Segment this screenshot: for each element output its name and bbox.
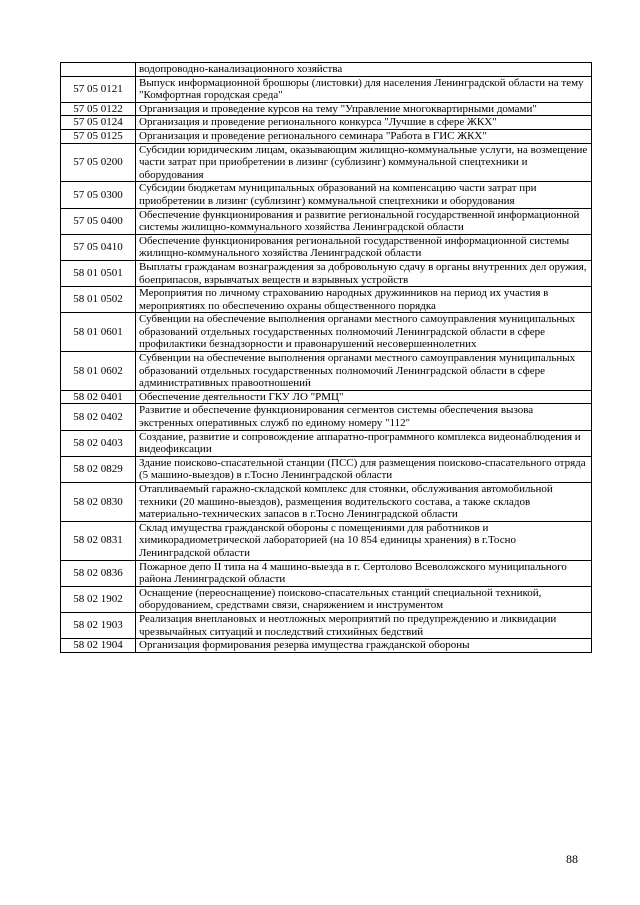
row-code: 58 02 0829 [61,456,136,482]
row-code: 58 02 1904 [61,639,136,653]
row-description: Отапливаемый гаражно-складской комплекс для стоянки, обслуживания автомобильной техники (20 машино-выездов), размещения водительского состава, а также складов материально-технических запасов в г.Тосно Ленинградской области [136,483,592,522]
row-code: 58 02 0402 [61,404,136,430]
row-description: Субвенции на обеспечение выполнения органами местного самоуправления муниципальных образований отдельных государственных полномочий Ленинградской области в сфере административных правоотношений [136,352,592,391]
row-code: 58 02 0836 [61,560,136,586]
row-code: 58 02 0401 [61,390,136,404]
row-description: Организация и проведение регионального конкурса "Лучшие в сфере ЖКХ" [136,116,592,130]
row-description: Организация и проведение курсов на тему "Управление многоквартирными домами" [136,102,592,116]
row-description: Здание поисково-спасательной станции (ПСС) для размещения поисково-спасательного отряда (5 машино-выездов) в г.Тосно Ленинградской области [136,456,592,482]
row-description: Обеспечение функционирования региональной государственной информационной системы жилищно-коммунального хозяйства Ленинградской области [136,234,592,260]
row-code: 57 05 0122 [61,102,136,116]
row-code: 57 05 0125 [61,129,136,143]
row-description: Развитие и обеспечение функционирования сегментов системы обеспечения вызова экстренных оперативных служб по единому номеру "112" [136,404,592,430]
table-row [61,76,592,102]
table-row [61,287,592,313]
table-row [61,560,592,586]
row-code: 58 02 1902 [61,586,136,612]
table-row [61,483,592,522]
row-description: Субсидии бюджетам муниципальных образований на компенсацию части затрат при приобретении в лизинг (сублизинг) коммунальной спецтехники и оборудования [136,182,592,208]
row-code: 57 05 0300 [61,182,136,208]
row-description: Мероприятия по личному страхованию народных дружинников на период их участия в мероприятиях по обеспечению охраны общественного порядка [136,287,592,313]
row-code: 57 05 0200 [61,143,136,182]
row-code: 58 02 0403 [61,430,136,456]
row-code: 57 05 0121 [61,76,136,102]
row-description: Субвенции на обеспечение выполнения органами местного самоуправления муниципальных образований отдельных государственных полномочий Ленинградской области в сфере профилактики безнадзорности и правонарушений несовершеннолетних [136,313,592,352]
row-description: Создание, развитие и сопровождение аппаратно-программного комплекса видеонаблюдения и видеофиксации [136,430,592,456]
table-row [61,430,592,456]
row-description: Склад имущества гражданской обороны с помещениями для работников и химикорадиометрической лабораторией (на 10 854 единицы хранения) в г.Тосно Ленинградской области [136,521,592,560]
row-code: 58 02 0830 [61,483,136,522]
page-number: 88 [566,852,578,866]
table-row [61,143,592,182]
row-description: Выпуск информационной брошюры (листовки) для населения Ленинградской области на тему "Комфортная городская среда" [136,76,592,102]
table-row [61,116,592,130]
table-row [61,102,592,116]
table-row [61,313,592,352]
row-description: Пожарное депо II типа на 4 машино-выезда в г. Сертолово Всеволожского муниципального района Ленинградской области [136,560,592,586]
budget-code-table [60,62,592,653]
row-description: Реализация внеплановых и неотложных мероприятий по предупреждению и ликвидации чрезвычайных ситуаций и последствий стихийных бедствий [136,612,592,638]
table-row [61,129,592,143]
table-row [61,390,592,404]
row-code: 58 01 0602 [61,352,136,391]
table-row [61,586,592,612]
row-code: 58 02 1903 [61,612,136,638]
row-code [61,63,136,77]
row-description: Организация формирования резерва имущества гражданской обороны [136,639,592,653]
table-row [61,456,592,482]
row-description: Субсидии юридическим лицам, оказывающим жилищно-коммунальные услуги, на возмещение части затрат при приобретении в лизинг (сублизинг) коммунальной спецтехники и оборудования [136,143,592,182]
row-description: Выплаты гражданам вознаграждения за добровольную сдачу в органы внутренних дел оружия, боеприпасов, взрывчатых веществ и взрывных устройств [136,260,592,286]
row-description: Обеспечение деятельности ГКУ ЛО "РМЦ" [136,390,592,404]
row-code: 58 01 0502 [61,287,136,313]
row-code: 58 02 0831 [61,521,136,560]
table-row [61,404,592,430]
row-description: водопроводно-канализационного хозяйства [136,63,592,77]
table-row [61,352,592,391]
row-code: 58 01 0601 [61,313,136,352]
table-row [61,260,592,286]
table-body [61,63,592,653]
row-code: 57 05 0124 [61,116,136,130]
table-row [61,521,592,560]
row-description: Оснащение (переоснащение) поисково-спасательных станций специальной техникой, оборудованием, средствами связи, снаряжением и инструментом [136,586,592,612]
row-description: Организация и проведение регионального семинара "Работа в ГИС ЖКХ" [136,129,592,143]
row-code: 57 05 0410 [61,234,136,260]
table-row [61,208,592,234]
table-row [61,234,592,260]
table-row [61,182,592,208]
table-row [61,639,592,653]
row-description: Обеспечение функционирования и развитие региональной государственной информационной системы жилищно-коммунального хозяйства Ленинградской области [136,208,592,234]
row-code: 58 01 0501 [61,260,136,286]
table-row [61,63,592,77]
row-code: 57 05 0400 [61,208,136,234]
table-row [61,612,592,638]
